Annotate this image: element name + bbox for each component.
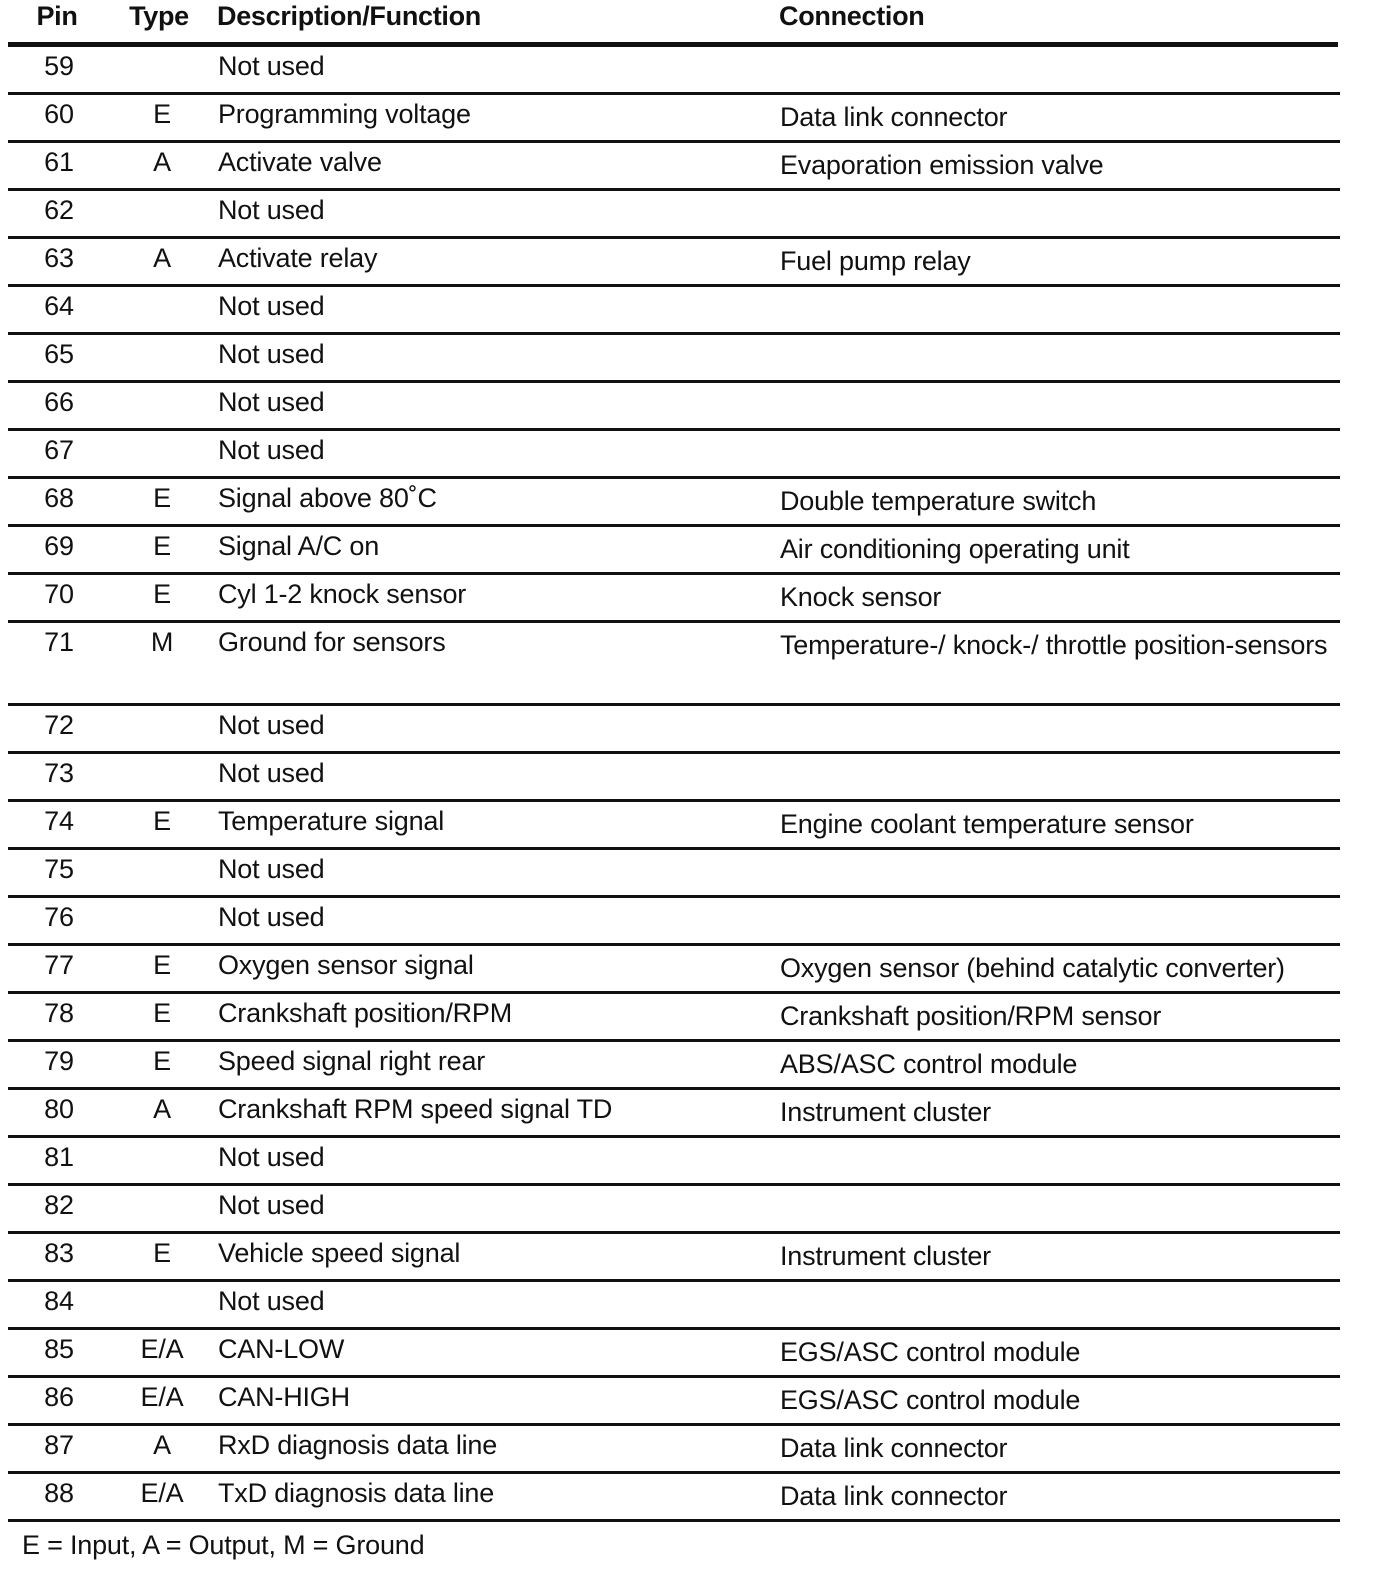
- description-cell: Not used: [218, 1286, 325, 1316]
- connection-cell: Fuel pump relay: [780, 246, 971, 276]
- type-cell: M: [150, 627, 174, 657]
- table-row: [8, 754, 1340, 802]
- type-cell: E/A: [140, 1478, 184, 1508]
- connection-cell: Data link connector: [780, 1481, 1008, 1511]
- pin-cell: 79: [44, 1046, 74, 1076]
- pin-cell: 61: [44, 147, 74, 177]
- pin-cell: 77: [44, 950, 74, 980]
- description-cell: Oxygen sensor signal: [218, 950, 474, 980]
- description-cell: Not used: [218, 195, 325, 225]
- table-row: [8, 898, 1340, 946]
- table-row: [8, 335, 1340, 383]
- table-row: [8, 850, 1340, 898]
- description-cell: Not used: [218, 1142, 325, 1172]
- connection-cell: EGS/ASC control module: [780, 1385, 1081, 1415]
- pin-cell: 71: [44, 627, 74, 657]
- connection-cell: ABS/ASC control module: [780, 1049, 1078, 1079]
- description-cell: Crankshaft position/RPM: [218, 998, 513, 1028]
- table-row: [8, 95, 1340, 143]
- table-row: [8, 191, 1340, 239]
- type-cell: E: [153, 998, 171, 1028]
- description-cell: Speed signal right rear: [218, 1046, 486, 1076]
- pin-cell: 68: [44, 483, 74, 513]
- header-connection: Connection: [779, 1, 925, 31]
- header-type: Type: [129, 1, 189, 31]
- pin-cell: 67: [44, 435, 74, 465]
- description-cell: Activate relay: [218, 243, 378, 273]
- pin-cell: 86: [44, 1382, 74, 1412]
- description-cell: Ground for sensors: [218, 627, 446, 657]
- type-cell: E: [153, 1238, 171, 1268]
- pin-cell: 64: [44, 291, 74, 321]
- header-pin: Pin: [36, 1, 78, 31]
- table-row: [8, 287, 1340, 335]
- description-cell: Not used: [218, 758, 325, 788]
- type-cell: E: [153, 950, 171, 980]
- connection-cell: Air conditioning operating unit: [780, 534, 1130, 564]
- pin-cell: 81: [44, 1142, 74, 1172]
- description-cell: Not used: [218, 854, 325, 884]
- pin-cell: 88: [44, 1478, 74, 1508]
- table-row: [8, 1426, 1340, 1474]
- description-cell: Crankshaft RPM speed signal TD: [218, 1094, 613, 1124]
- table-row: [8, 946, 1340, 994]
- type-cell: A: [153, 1094, 171, 1124]
- table-body: [8, 47, 1340, 1522]
- description-cell: Not used: [218, 339, 325, 369]
- table-row: [8, 1330, 1340, 1378]
- description-cell: Temperature signal: [218, 806, 445, 836]
- pin-cell: 80: [44, 1094, 74, 1124]
- table-row: [8, 1042, 1340, 1090]
- pin-cell: 78: [44, 998, 74, 1028]
- description-cell: Not used: [218, 902, 325, 932]
- type-cell: E: [153, 1046, 171, 1076]
- connection-cell: Instrument cluster: [780, 1097, 991, 1127]
- table-row: [8, 1474, 1340, 1522]
- pin-cell: 66: [44, 387, 74, 417]
- table-row: [8, 143, 1340, 191]
- table-row: [8, 527, 1340, 575]
- pin-cell: 60: [44, 99, 74, 129]
- table-header: [8, 0, 1338, 47]
- pin-cell: 70: [44, 579, 74, 609]
- type-cell: E: [153, 99, 171, 129]
- pin-cell: 69: [44, 531, 74, 561]
- table-row: [8, 1138, 1340, 1186]
- connection-cell: Temperature-/ knock-/ throttle position-sensors: [780, 630, 1328, 660]
- description-cell: Programming voltage: [218, 99, 471, 129]
- pin-cell: 59: [44, 51, 74, 81]
- header-description: Description/Function: [217, 1, 482, 31]
- type-cell: E/A: [140, 1382, 184, 1412]
- table-row: [8, 706, 1340, 754]
- connection-cell: Crankshaft position/RPM sensor: [780, 1001, 1162, 1031]
- description-cell: Vehicle speed signal: [218, 1238, 461, 1268]
- description-cell: CAN-LOW: [218, 1334, 345, 1364]
- pin-cell: 63: [44, 243, 74, 273]
- connection-cell: Double temperature switch: [780, 486, 1097, 516]
- pin-cell: 84: [44, 1286, 74, 1316]
- type-cell: E/A: [140, 1334, 184, 1364]
- description-cell: Not used: [218, 435, 325, 465]
- description-cell: Not used: [218, 291, 325, 321]
- pin-cell: 72: [44, 710, 74, 740]
- connection-cell: Oxygen sensor (behind catalytic converter): [780, 953, 1285, 983]
- connection-cell: Data link connector: [780, 1433, 1008, 1463]
- table-row: [8, 575, 1340, 623]
- type-cell: A: [153, 1430, 171, 1460]
- table-row: [8, 994, 1340, 1042]
- connection-cell: Data link connector: [780, 102, 1008, 132]
- pin-cell: 62: [44, 195, 74, 225]
- pin-cell: 65: [44, 339, 74, 369]
- type-cell: E: [153, 579, 171, 609]
- table-row: [8, 1186, 1340, 1234]
- description-cell: Activate valve: [218, 147, 382, 177]
- table-row: [8, 383, 1340, 431]
- connection-cell: EGS/ASC control module: [780, 1337, 1081, 1367]
- type-cell: E: [153, 531, 171, 561]
- pin-cell: 85: [44, 1334, 74, 1364]
- type-cell: A: [153, 147, 171, 177]
- table-row: [8, 1282, 1340, 1330]
- table-row: [8, 1090, 1340, 1138]
- connection-cell: Evaporation emission valve: [780, 150, 1104, 180]
- table-row: [8, 623, 1340, 706]
- description-cell: TxD diagnosis data line: [218, 1478, 495, 1508]
- description-cell: Signal A/C on: [218, 531, 380, 561]
- connection-cell: Knock sensor: [780, 582, 942, 612]
- table-row: [8, 239, 1340, 287]
- pin-cell: 74: [44, 806, 74, 836]
- pin-cell: 73: [44, 758, 74, 788]
- table-row: [8, 431, 1340, 479]
- pin-cell: 82: [44, 1190, 74, 1220]
- description-cell: Not used: [218, 1190, 325, 1220]
- description-cell: Not used: [218, 51, 325, 81]
- pin-cell: 83: [44, 1238, 74, 1268]
- description-cell: Signal above 80˚C: [218, 483, 437, 513]
- connection-cell: Instrument cluster: [780, 1241, 991, 1271]
- type-cell: A: [153, 243, 171, 273]
- pin-cell: 76: [44, 902, 74, 932]
- description-cell: CAN-HIGH: [218, 1382, 350, 1412]
- table-row: [8, 479, 1340, 527]
- connection-cell: Engine coolant temperature sensor: [780, 809, 1194, 839]
- table-row: [8, 1234, 1340, 1282]
- type-cell: E: [153, 806, 171, 836]
- table-row: [8, 1378, 1340, 1426]
- pin-cell: 75: [44, 854, 74, 884]
- table-row: [8, 47, 1340, 95]
- description-cell: RxD diagnosis data line: [218, 1430, 498, 1460]
- type-cell: E: [153, 483, 171, 513]
- description-cell: Not used: [218, 387, 325, 417]
- legend-note: E = Input, A = Output, M = Ground: [22, 1530, 425, 1560]
- description-cell: Cyl 1-2 knock sensor: [218, 579, 467, 609]
- table-row: [8, 802, 1340, 850]
- description-cell: Not used: [218, 710, 325, 740]
- pin-cell: 87: [44, 1430, 74, 1460]
